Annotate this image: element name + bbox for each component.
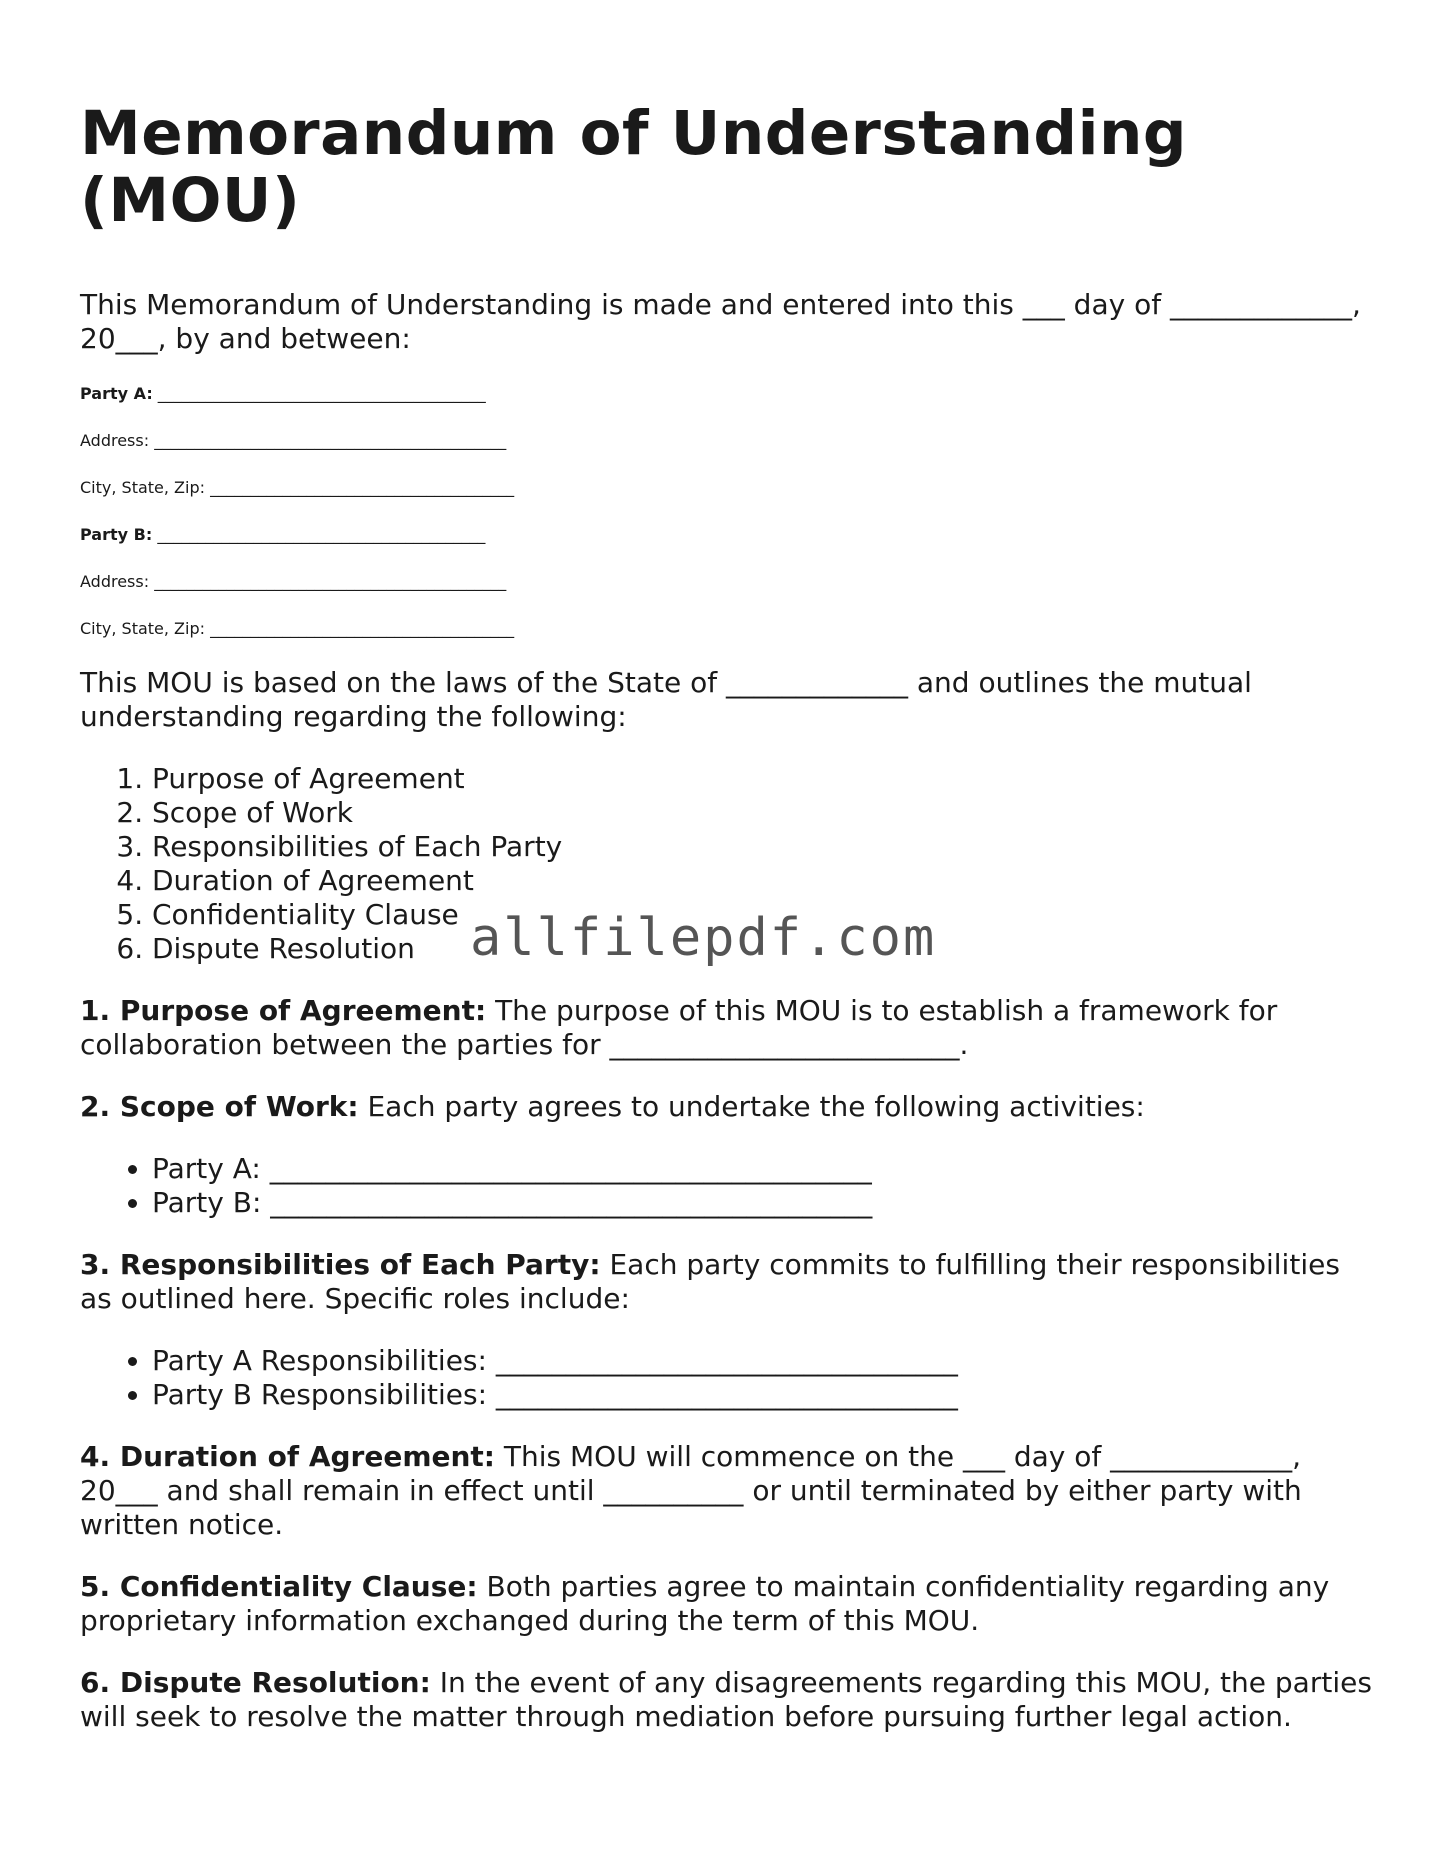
purpose-heading: 1. Purpose of Agreement:	[80, 994, 487, 1028]
party-b-name-field	[80, 525, 1380, 544]
responsibility-item: • Party B Responsibilities: _________________________________	[152, 1378, 1380, 1412]
scope-item: • Party B: ___________________________________________	[152, 1186, 1380, 1220]
party-b-label: Party B:	[80, 525, 153, 545]
topic-item: 4. Duration of Agreement	[152, 864, 1380, 898]
topic-item: 3. Responsibilities of Each Party	[152, 830, 1380, 864]
scope-section	[80, 1090, 1380, 1124]
party-a-address-field: Address: ____________________________________________	[80, 431, 507, 451]
purpose-text: The purpose of this MOU is to establish a framework for collaboration between the parties for _________________________.	[80, 994, 1278, 1062]
confidentiality-section	[80, 1570, 1380, 1638]
topic-item: 6. Dispute Resolution	[152, 932, 1380, 966]
dispute-text: In the event of any disagreements regarding this MOU, the parties will seek to resolve the matter through mediation before pursuing further legal action.	[80, 1666, 1372, 1734]
party-b-name-blank: _________________________________________	[152, 525, 486, 545]
responsibility-item: • Party A Responsibilities: _________________________________	[152, 1344, 1380, 1378]
topic-item: 2. Scope of Work	[152, 796, 1380, 830]
dispute-section	[80, 1666, 1380, 1734]
confidentiality-heading: 5. Confidentiality Clause:	[80, 1570, 478, 1604]
topic-item: 1. Purpose of Agreement	[152, 762, 1380, 796]
responsibilities-heading: 3. Responsibilities of Each Party:	[80, 1248, 601, 1282]
duration-section	[80, 1440, 1380, 1542]
responsibilities-section	[80, 1248, 1380, 1316]
governing-law-paragraph: This MOU is based on the laws of the State of _____________ and outlines the mutual understanding regarding the following:	[80, 666, 1252, 734]
scope-text: Each party agrees to undertake the following activities:	[358, 1090, 1145, 1124]
dispute-heading: 6. Dispute Resolution:	[80, 1666, 431, 1700]
purpose-section	[80, 994, 1380, 1062]
party-a-name-blank: _________________________________________	[152, 384, 486, 404]
scope-item: • Party A: ___________________________________________	[152, 1152, 1380, 1186]
responsibilities-list	[80, 1344, 1380, 1412]
watermark: allfilepdf.com	[470, 908, 937, 968]
intro-paragraph: This Memorandum of Understanding is made and entered into this ___ day of _____________, 20___, by and between:	[80, 288, 1361, 356]
scope-list	[80, 1152, 1380, 1220]
party-a-label: Party A:	[80, 384, 153, 404]
document-title: Memorandum of Understanding (MOU)	[80, 98, 1188, 237]
party-a-city-field: City, State, Zip: ______________________________________	[80, 478, 515, 498]
party-a-name-field	[80, 384, 1380, 403]
scope-heading: 2. Scope of Work:	[80, 1090, 359, 1124]
duration-text: This MOU will commence on the ___ day of _____________, 20___ and shall remain in effect until __________ or until terminated by either party with written notice.	[80, 1440, 1302, 1542]
responsibilities-text: Each party commits to fulfilling their responsibilities as outlined here. Specific roles include:	[80, 1248, 1340, 1316]
duration-heading: 4. Duration of Agreement:	[80, 1440, 495, 1474]
party-b-address-field: Address: ____________________________________________	[80, 572, 507, 592]
party-b-city-field: City, State, Zip: ______________________________________	[80, 619, 515, 639]
confidentiality-text: Both parties agree to maintain confidentiality regarding any proprietary information exchanged during the term of this MOU.	[80, 1570, 1330, 1638]
topic-item: 5. Confidentiality Clause	[152, 898, 1380, 932]
